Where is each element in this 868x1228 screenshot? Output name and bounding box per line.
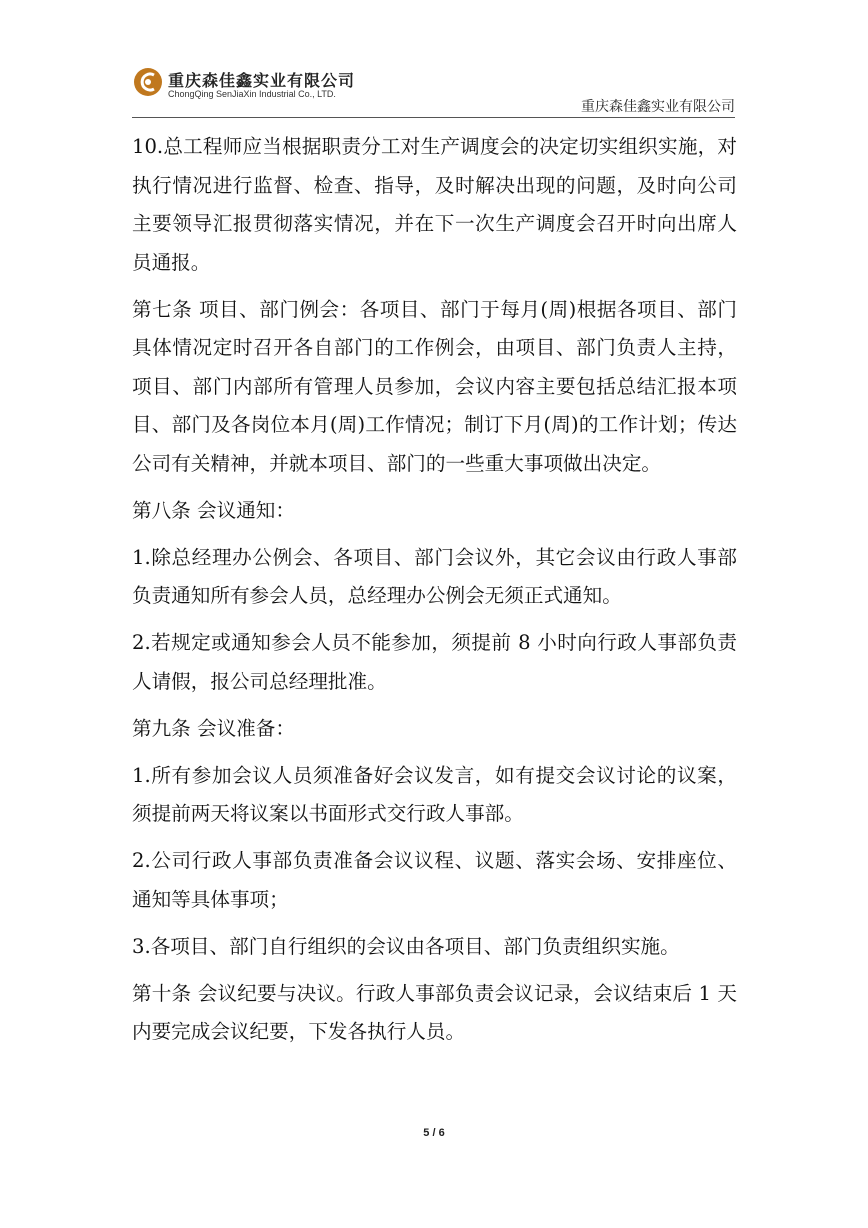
paragraph: 第九条 会议准备： [132, 716, 295, 740]
page-header [0, 0, 868, 118]
logo-chinese-name: 重庆森佳鑫实业有限公司 [168, 71, 356, 90]
paragraph: 2.若规定或通知参会人员不能参加，须提前 8 小时向行政人事部负责人请假，报公司总经理批准。 [132, 631, 737, 693]
header-divider [132, 117, 735, 118]
paragraph: 2.公司行政人事部负责准备会议议程、议题、落实会场、安排座位、通知等具体事项； [132, 849, 737, 911]
header-company-name: 重庆森佳鑫实业有限公司 [581, 99, 735, 115]
document-body [132, 128, 737, 1052]
paragraph: 第十条 会议纪要与决议。行政人事部负责会议记录，会议结束后 1 天内要完成会议纪要，下发各执行人员。 [132, 981, 737, 1043]
logo-english-name: ChongQing SenJiaXin Industrial Co., LTD. [168, 89, 336, 99]
paragraph: 3.各项目、部门自行组织的会议由各项目、部门负责组织实施。 [132, 934, 680, 958]
paragraph: 第八条 会议通知： [132, 498, 295, 522]
paragraph: 1.除总经理办公例会、各项目、部门会议外，其它会议由行政人事部负责通知所有参会人员，总经理办公例会无须正式通知。 [132, 545, 737, 607]
paragraph: 第七条 项目、部门例会：各项目、部门于每月(周)根据各项目、部门具体情况定时召开各自部门的工作例会，由项目、部门负责人主持，项目、部门内部所有管理人员参加，会议内容主要包括总结汇报本项目、部门及各岗位本月(周)工作情况；制订下月(周)的工作计划；传达公司有关精神，并就本项目、部门的一些重大事项做出决定。 [132, 297, 737, 475]
page-number: 5 / 6 [423, 1127, 445, 1139]
company-logo-icon [133, 67, 163, 97]
paragraph: 1.所有参加会议人员须准备好会议发言，如有提交会议讨论的议案，须提前两天将议案以书面形式交行政人事部。 [132, 763, 737, 825]
paragraph: 10.总工程师应当根据职责分工对生产调度会的决定切实组织实施，对执行情况进行监督、检查、指导，及时解决出现的问题，及时向公司主要领导汇报贯彻落实情况，并在下一次生产调度会召开时向出席人员通报。 [132, 135, 737, 274]
